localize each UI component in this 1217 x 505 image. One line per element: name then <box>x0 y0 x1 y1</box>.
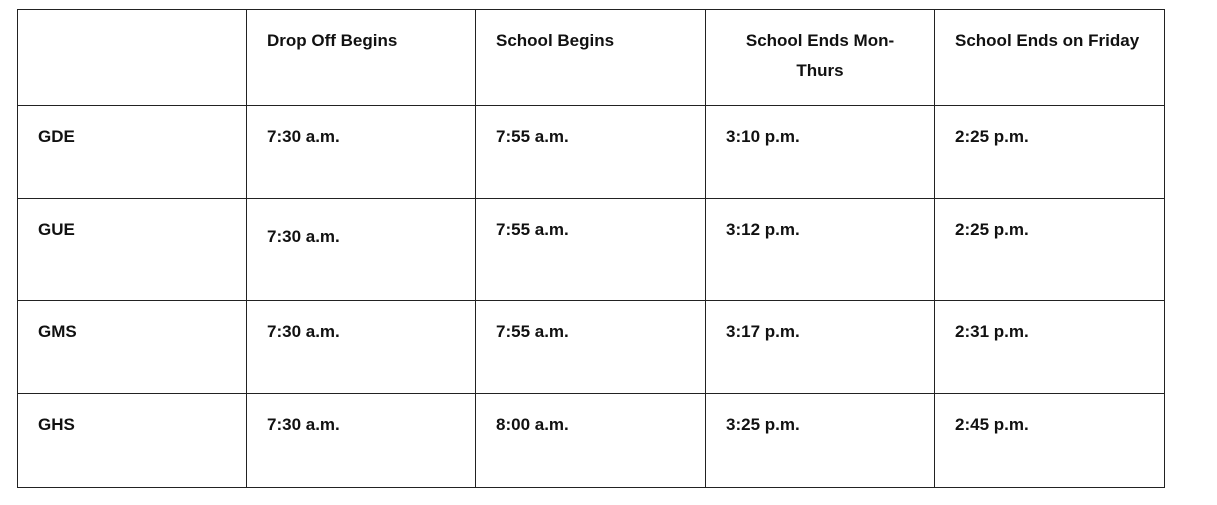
drop-off-value: 7:30 a.m. <box>267 227 340 246</box>
begins-cell: 7:55 a.m. <box>476 199 706 301</box>
begins-cell: 7:55 a.m. <box>476 301 706 394</box>
drop-off-cell: 7:30 a.m. <box>247 301 476 394</box>
ends-friday-cell: 2:25 p.m. <box>935 199 1165 301</box>
ends-mon-thurs-cell: 3:10 p.m. <box>706 106 935 199</box>
begins-cell: 7:55 a.m. <box>476 106 706 199</box>
school-name-cell: GDE <box>18 106 247 199</box>
ends-friday-cell: 2:31 p.m. <box>935 301 1165 394</box>
ends-mon-thurs-cell: 3:17 p.m. <box>706 301 935 394</box>
table-row <box>18 394 1165 488</box>
ends-mon-thurs-cell: 3:25 p.m. <box>706 394 935 488</box>
ends-mon-thurs-cell: 3:12 p.m. <box>706 199 935 301</box>
table-row <box>18 106 1165 199</box>
table-row <box>18 301 1165 394</box>
header-cell-drop-off: Drop Off Begins <box>247 10 476 106</box>
school-name-cell: GHS <box>18 394 247 488</box>
ends-friday-cell: 2:45 p.m. <box>935 394 1165 488</box>
table-header-row <box>18 10 1165 106</box>
drop-off-cell: 7:30 a.m. <box>247 106 476 199</box>
ends-friday-cell: 2:25 p.m. <box>935 106 1165 199</box>
drop-off-cell: 7:30 a.m. <box>247 394 476 488</box>
drop-off-cell <box>247 199 476 301</box>
header-cell-ends-friday: School Ends on Friday <box>935 10 1165 106</box>
school-schedule-table <box>17 9 1165 488</box>
header-cell-school-begins: School Begins <box>476 10 706 106</box>
header-cell-ends-mon-thurs: School Ends Mon-Thurs <box>706 10 935 106</box>
school-name-cell: GUE <box>18 199 247 301</box>
table-row <box>18 199 1165 301</box>
header-cell-empty <box>18 10 247 106</box>
school-name-cell: GMS <box>18 301 247 394</box>
begins-cell: 8:00 a.m. <box>476 394 706 488</box>
